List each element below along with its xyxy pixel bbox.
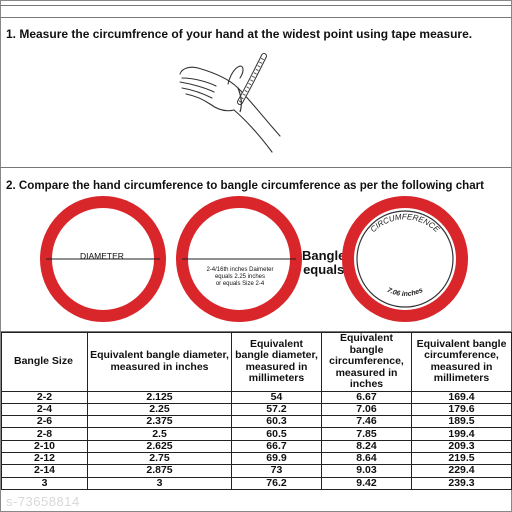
- bangle-size-table: [1, 332, 512, 490]
- size-note-text: [200, 267, 280, 288]
- table-cell: 209.3: [412, 440, 512, 452]
- header-divider: [0, 17, 512, 18]
- table-cell: 189.5: [412, 416, 512, 428]
- table-cell: 69.9: [232, 452, 322, 464]
- table-cell: 60.5: [232, 428, 322, 440]
- table-row: [2, 477, 512, 489]
- size-note-line-3: or equals Size 2-4: [215, 281, 265, 287]
- table-cell: 57.2: [232, 403, 322, 415]
- bangle-word: Bangle: [302, 248, 346, 263]
- header-diameter-mm: Equivalent bangle diameter, measured in millimeters: [232, 333, 322, 392]
- table-cell: 76.2: [232, 477, 322, 489]
- table-cell: 2.75: [88, 452, 232, 464]
- table-cell: 169.4: [412, 391, 512, 403]
- table-cell: 6.67: [322, 391, 412, 403]
- circumference-value: 7.06 inches: [385, 286, 425, 299]
- step-2-instruction: 2. Compare the hand circumference to bangle circumference as per the following chart: [6, 179, 485, 192]
- table-cell: 2.625: [88, 440, 232, 452]
- table-cell: 2-10: [2, 440, 88, 452]
- circumference-label: CIRCUMFERENCE: [368, 212, 442, 235]
- bangle-equals-label: [302, 249, 345, 277]
- table-cell: 9.03: [322, 465, 412, 477]
- table-cell: 219.5: [412, 452, 512, 464]
- table-cell: 7.06: [322, 403, 412, 415]
- table-header-row: [2, 333, 512, 392]
- header-diameter-inches: Equivalent bangle diameter, measured in inches: [88, 333, 232, 392]
- table-cell: 3: [88, 477, 232, 489]
- table-row: [2, 440, 512, 452]
- table-row: [2, 452, 512, 464]
- section-divider: [0, 167, 512, 168]
- table-cell: 54: [232, 391, 322, 403]
- hand-tape-measure-illustration: [168, 48, 298, 158]
- table-body: [2, 391, 512, 489]
- table-cell: 2-14: [2, 465, 88, 477]
- table-cell: 2.5: [88, 428, 232, 440]
- circumference-ring-diagram: [340, 194, 470, 324]
- step-1-instruction: 1. Measure the circumfrence of your hand at the widest point using tape measure.: [6, 27, 473, 41]
- top-divider: [0, 5, 512, 6]
- table-cell: 73: [232, 465, 322, 477]
- table-cell: 2-8: [2, 428, 88, 440]
- size-note-line-2: equals 2.25 inches: [214, 274, 266, 280]
- header-circumference-inches: Equivalent bangle circumference, measured in inches: [322, 333, 412, 392]
- table-cell: 60.3: [232, 416, 322, 428]
- table-row: [2, 465, 512, 477]
- size-note-line-1: 2-4/16th inches Daimeter: [206, 267, 274, 273]
- table-row: [2, 403, 512, 415]
- table-cell: 3: [2, 477, 88, 489]
- table-cell: 2-2: [2, 391, 88, 403]
- table-cell: 2-6: [2, 416, 88, 428]
- header-circumference-mm: Equivalent bangle circumference, measured in millimeters: [412, 333, 512, 392]
- table-cell: 9.42: [322, 477, 412, 489]
- table-cell: 2.25: [88, 403, 232, 415]
- table-cell: 199.4: [412, 428, 512, 440]
- table-cell: 7.46: [322, 416, 412, 428]
- diameter-label: DIAMETER: [80, 251, 124, 261]
- table-cell: 2.125: [88, 391, 232, 403]
- table-cell: 8.64: [322, 452, 412, 464]
- header-bangle-size: Bangle Size: [2, 333, 88, 392]
- table-cell: 179.6: [412, 403, 512, 415]
- table-cell: 239.3: [412, 477, 512, 489]
- table-cell: 66.7: [232, 440, 322, 452]
- table-cell: 8.24: [322, 440, 412, 452]
- table-cell: 2-4: [2, 403, 88, 415]
- size-note-ring-diagram: [174, 194, 304, 324]
- table-cell: 2.375: [88, 416, 232, 428]
- table-cell: 2-12: [2, 452, 88, 464]
- table-row: [2, 416, 512, 428]
- table-row: [2, 428, 512, 440]
- watermark: s-73658814: [6, 494, 80, 509]
- table-cell: 229.4: [412, 465, 512, 477]
- table-row: [2, 391, 512, 403]
- table-cell: 2.875: [88, 465, 232, 477]
- equals-word: equals: [303, 262, 345, 277]
- table-cell: 7.85: [322, 428, 412, 440]
